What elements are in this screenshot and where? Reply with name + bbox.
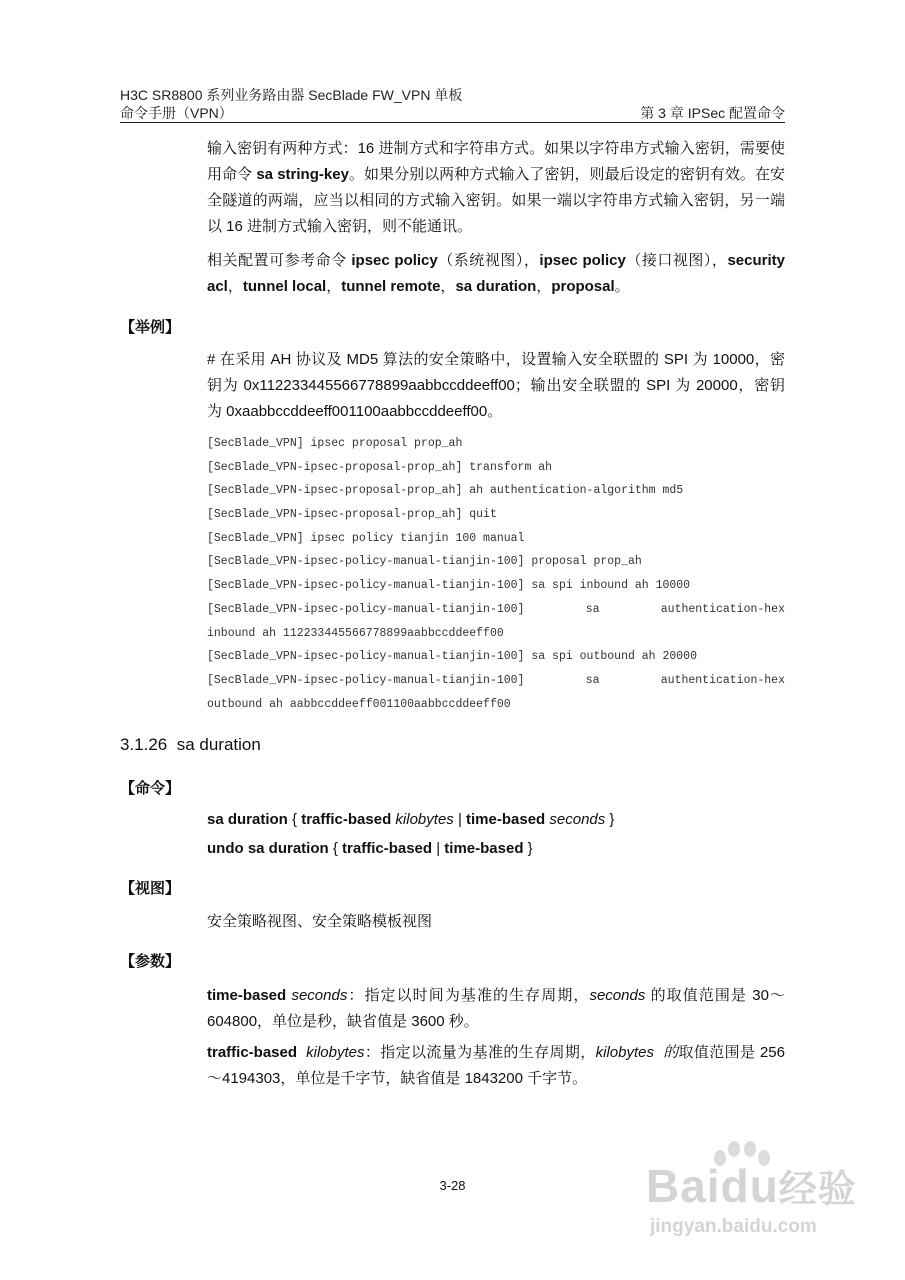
argument: seconds [549,811,606,828]
text-run: 。 [614,278,630,295]
command-keyword: ipsec policy [351,252,438,269]
text-run: （接口视图）， [625,252,728,269]
text-run: | [453,811,467,828]
text-run: 输入密钥有两种方式：16 进制方式和字符串方式。如果以字符串方式输入密钥，需要使用命令 [207,140,785,183]
code-line: outbound ah aabbccddeeff001100aabbccddeeff00 [207,697,511,711]
view-text: 安全策略视图、安全策略模板视图 [207,913,433,930]
code-line [207,598,785,622]
page-number: 3-28 [439,1178,466,1193]
watermark-logo-du: du [720,1160,779,1212]
keyword: traffic-based [207,1044,298,1061]
code-line: [SecBlade_VPN-ipsec-policy-manual-tianjin-100] sa spi inbound ah 10000 [207,579,691,593]
command-keyword: tunnel local [242,278,327,295]
header-title: H3C SR8800 系列业务路由器 SecBlade FW_VPN 单板 [120,87,463,103]
text-run: } [523,840,533,857]
baidu-jingyan-watermark [640,1140,890,1250]
watermark-logo [646,1158,857,1213]
section-title: sa duration [176,735,261,754]
watermark-logo-jingyan: 经验 [778,1169,857,1211]
text-run: } [605,811,615,828]
command-keyword: proposal [551,278,615,295]
header-divider [120,122,785,123]
intro-paragraph-1 [207,136,785,240]
text-run: 的取值范围是 30～604800，单位是秒，缺省值是 3600 秒。 [207,987,785,1030]
text-run: 相关配置可参考命令 [207,252,352,269]
command-label: 【命令】 [120,780,181,797]
argument: seconds [589,987,646,1004]
text-run: ， [227,278,243,295]
keyword: undo sa duration [207,840,329,857]
params-label: 【参数】 [120,953,181,970]
command-keyword: ipsec policy [539,252,626,269]
code-line: [SecBlade_VPN-ipsec-policy-manual-tianjin-100] sa spi outbound ah 20000 [207,650,697,664]
command-keyword: sa duration [455,278,537,295]
page-header [120,86,785,122]
text-run: { [287,811,302,828]
header-manual-name: 命令手册（VPN） [120,105,233,121]
code-line: [SecBlade_VPN] ipsec policy tianjin 100 manual [207,531,525,545]
param-traffic-based [207,1040,785,1092]
keyword: time-based [444,840,524,857]
watermark-logo-bai: Bai [646,1160,721,1212]
header-chapter: 第 3 章 IPSec 配置命令 [640,105,785,121]
param-time-based [207,983,785,1035]
code-segment: [SecBlade_VPN-ipsec-policy-manual-tianjin-100] [207,602,525,616]
text-run: 。如果分别以两种方式输入了密钥，则最后设定的密钥有效。在安全隧道的两端，应当以相同的方式输入密钥。如果一端以字符串方式输入密钥，另一端以 16 进制方式输入密钥，则不能通讯。 [207,166,786,235]
code-line [207,669,785,693]
text-run: 取值范围是 256～4194303，单位是千字节，缺省值是 1843200 千字节。 [207,1044,785,1087]
command-keyword: tunnel remote [341,278,441,295]
code-line: [SecBlade_VPN-ipsec-proposal-prop_ah] ah authentication-algorithm md5 [207,484,684,498]
argument: kilobytes 的 [595,1044,679,1061]
section-heading [120,735,261,755]
code-line: inbound ah 112233445566778899aabbccddeeff00 [207,626,504,640]
watermark-url: jingyan.baidu.com [650,1216,817,1237]
keyword: time-based [466,811,546,828]
code-segment: sa [585,673,600,687]
text-run: ， [536,278,552,295]
argument: kilobytes [306,1044,365,1061]
view-label: 【视图】 [120,880,181,897]
text-run: { [328,840,343,857]
code-line: [SecBlade_VPN-ipsec-proposal-prop_ah] quit [207,508,497,522]
header-row [120,104,785,122]
code-line: [SecBlade_VPN] ipsec proposal prop_ah [207,437,463,450]
code-segment: authentication-hex [660,673,785,687]
text-run: ：指定以时间为基准的生存周期， [347,987,590,1004]
code-line: [SecBlade_VPN-ipsec-proposal-prop_ah] transform ah [207,460,553,474]
code-segment: [SecBlade_VPN-ipsec-policy-manual-tianjin-100] [207,673,525,687]
code-line: [SecBlade_VPN-ipsec-policy-manual-tianjin-100] proposal prop_ah [207,555,642,569]
text-run [297,1044,306,1061]
keyword: sa duration [207,811,288,828]
command-syntax-2 [207,835,533,863]
code-segment: authentication-hex [660,602,785,616]
code-block [207,432,785,716]
example-label: 【举例】 [120,319,181,336]
text-run: ：指定以流量为基准的生存周期， [364,1044,596,1061]
text-run: | [432,840,445,857]
keyword: traffic-based [301,811,392,828]
text-run: （系统视图）， [437,252,540,269]
command-syntax-1 [207,806,614,834]
text-run: ， [326,278,342,295]
command-keyword: security acl [207,252,785,295]
argument: kilobytes [395,811,454,828]
argument: seconds [291,987,348,1004]
keyword: traffic-based [342,840,433,857]
code-segment: sa [585,602,600,616]
section-number: 3.1.26 [120,735,168,754]
command-keyword: sa string-key [256,166,349,183]
keyword: time-based [207,987,287,1004]
intro-paragraph-2 [207,248,785,300]
example-description: # 在采用 AH 协议及 MD5 算法的安全策略中，设置输入安全联盟的 SPI 为 10000，密钥为 0x112233445566778899aabbccddeeff00；输出安全联盟的 SPI 为 20000，密钥为 0xaabbccddeeff001100aabbccddeeff00。 [207,351,785,420]
text-run: ， [440,278,456,295]
